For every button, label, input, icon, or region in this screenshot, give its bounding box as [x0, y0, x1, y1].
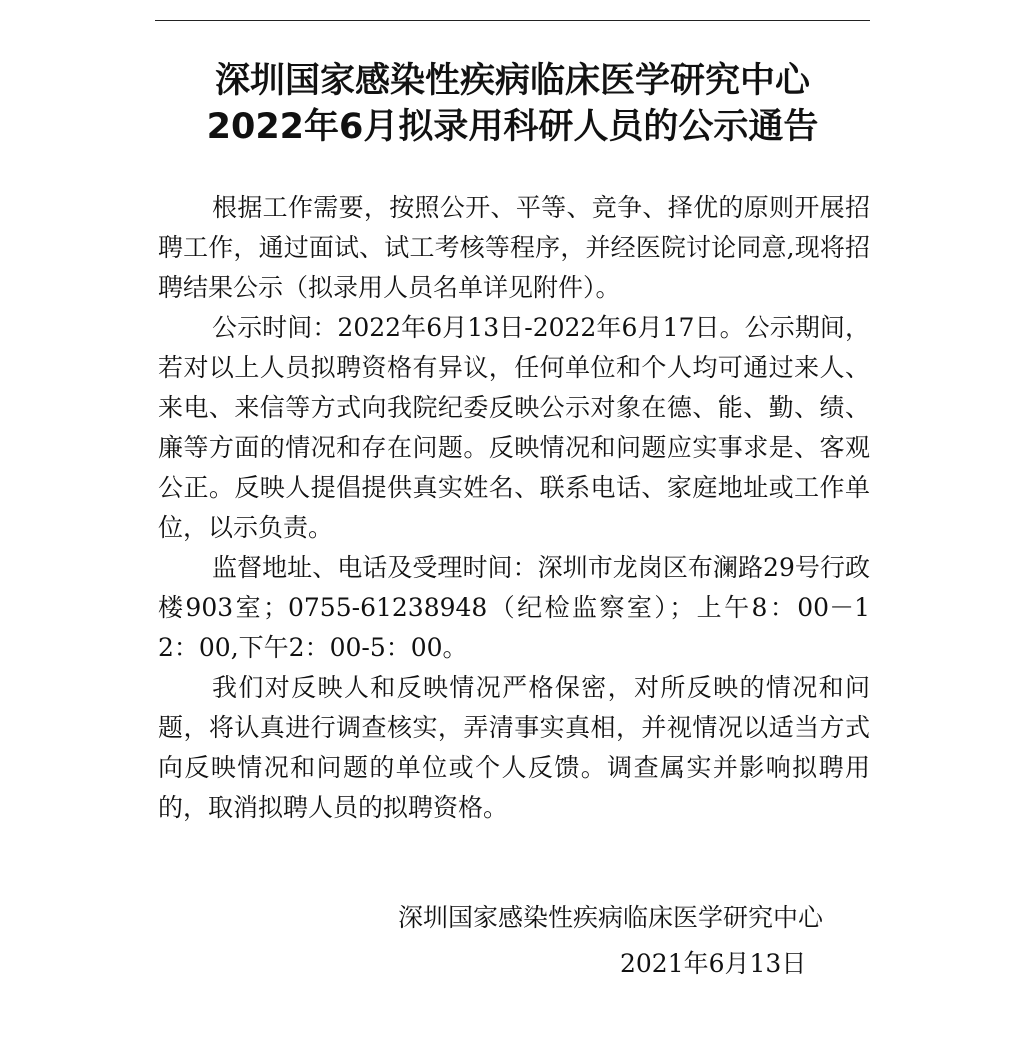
- signature-date: 2021年6月13日: [620, 949, 807, 978]
- page-title: [155, 58, 870, 150]
- paragraph-publicity-period: 公示时间：2022年6月13日-2022年6月17日。公示期间，若对以上人员拟聘资格有异议，任何单位和个人均可通过来人、来电、来信等方式向我院纪委反映公示对象在德、能、勤、绩、廉等方面的情况和存在问题。反映情况和问题应实事求是、客观公正。反映人提倡提供真实姓名、联系电话、家庭地址或工作单位，以示负责。: [158, 313, 870, 542]
- title-line-2: 2022年6月拟录用科研人员的公示通告: [206, 107, 819, 147]
- paragraph-recruitment-result: 根据工作需要，按照公开、平等、竞争、择优的原则开展招聘工作，通过面试、试工考核等程序，并经医院讨论同意,现将招聘结果公示（拟录用人员名单详见附件）。: [158, 193, 870, 302]
- notice-body: [158, 188, 870, 828]
- paragraph-supervision-contact: 监督地址、电话及受理时间：深圳市龙岗区布澜路29号行政楼903室；0755-61238948（纪检监察室）；上午8：00－12：00,下午2：00-5：00。: [158, 553, 870, 662]
- paragraph-confidentiality: 我们对反映人和反映情况严格保密，对所反映的情况和问题，将认真进行调查核实，弄清事实真相，并视情况以适当方式向反映情况和问题的单位或个人反馈。调查属实并影响拟聘用的，取消拟聘人员的拟聘资格。: [158, 673, 870, 822]
- title-line-1: 深圳国家感染性疾病临床医学研究中心: [214, 61, 810, 101]
- top-divider: [155, 20, 870, 21]
- signature-organization: 深圳国家感染性疾病临床医学研究中心: [398, 903, 824, 932]
